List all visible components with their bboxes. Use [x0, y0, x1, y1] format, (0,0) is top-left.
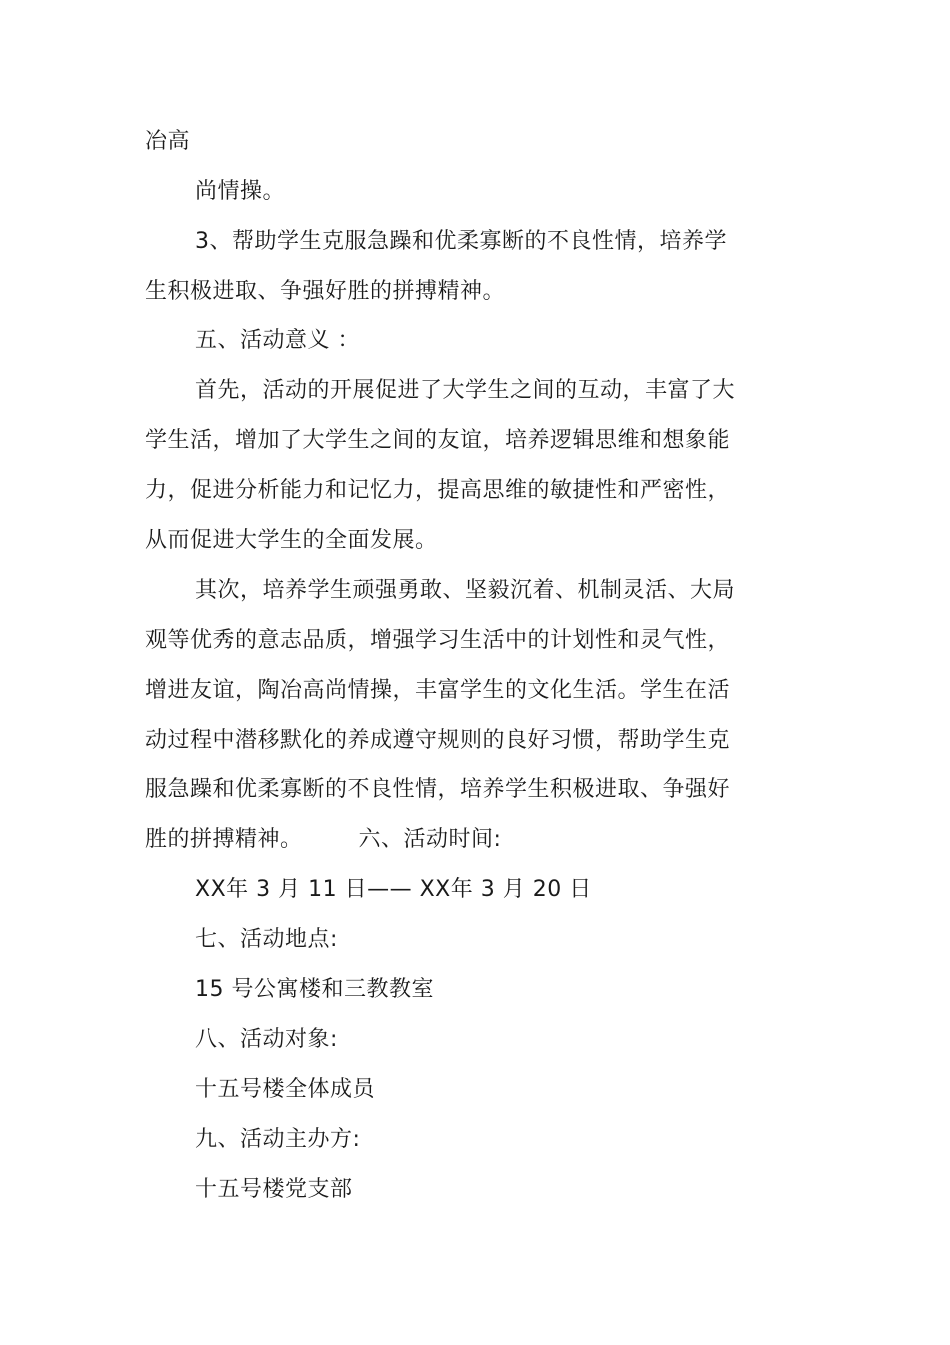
- text-line: 从而促进大学生的全面发展。: [145, 528, 438, 553]
- section-heading: 九、活动主办方:: [195, 1127, 361, 1152]
- section-heading: 七、活动地点:: [195, 927, 338, 952]
- text-line: 增进友谊，陶冶高尚情操，丰富学生的文化生活。学生在活: [145, 678, 731, 703]
- text-line: 动过程中潜移默化的养成遵守规则的良好习惯，帮助学生克: [145, 728, 731, 753]
- text-line: 尚情操。: [195, 179, 286, 204]
- section-heading: 六、活动时间:: [358, 827, 502, 852]
- text-line: 力，促进分析能力和记忆力，提高思维的敏捷性和严密性，: [145, 478, 731, 503]
- organizer-text: 十五号楼党支部: [195, 1177, 353, 1202]
- text-line-with-heading: [145, 825, 501, 855]
- text-line: 3、帮助学生克服急躁和优柔寡断的不良性情，培养学: [195, 229, 727, 254]
- location-text: 15 号公寓楼和三教教室: [195, 977, 434, 1002]
- section-heading: 八、活动对象:: [195, 1027, 338, 1052]
- text-line: 学生活，增加了大学生之间的友谊，培养逻辑思维和想象能: [145, 428, 731, 453]
- section-heading: 五、活动意义 ：: [195, 328, 360, 353]
- text-line: 服急躁和优柔寡断的不良性情，培养学生积极进取、争强好: [145, 777, 731, 802]
- text-line: 其次，培养学生顽强勇敢、坚毅沉着、机制灵活、大局: [195, 578, 736, 603]
- date-range: XX年 3 月 11 日—— XX年 3 月 20 日: [195, 877, 592, 902]
- text-line: 首先，活动的开展促进了大学生之间的互动，丰富了大: [195, 378, 736, 403]
- text-line: 观等优秀的意志品质，增强学习生活中的计划性和灵气性，: [145, 628, 731, 653]
- target-text: 十五号楼全体成员: [195, 1077, 376, 1102]
- text-segment: 胜的拼搏精神。: [145, 827, 303, 852]
- text-line: 冶高: [145, 129, 191, 154]
- text-line: 生积极进取、争强好胜的拼搏精神。: [145, 279, 506, 304]
